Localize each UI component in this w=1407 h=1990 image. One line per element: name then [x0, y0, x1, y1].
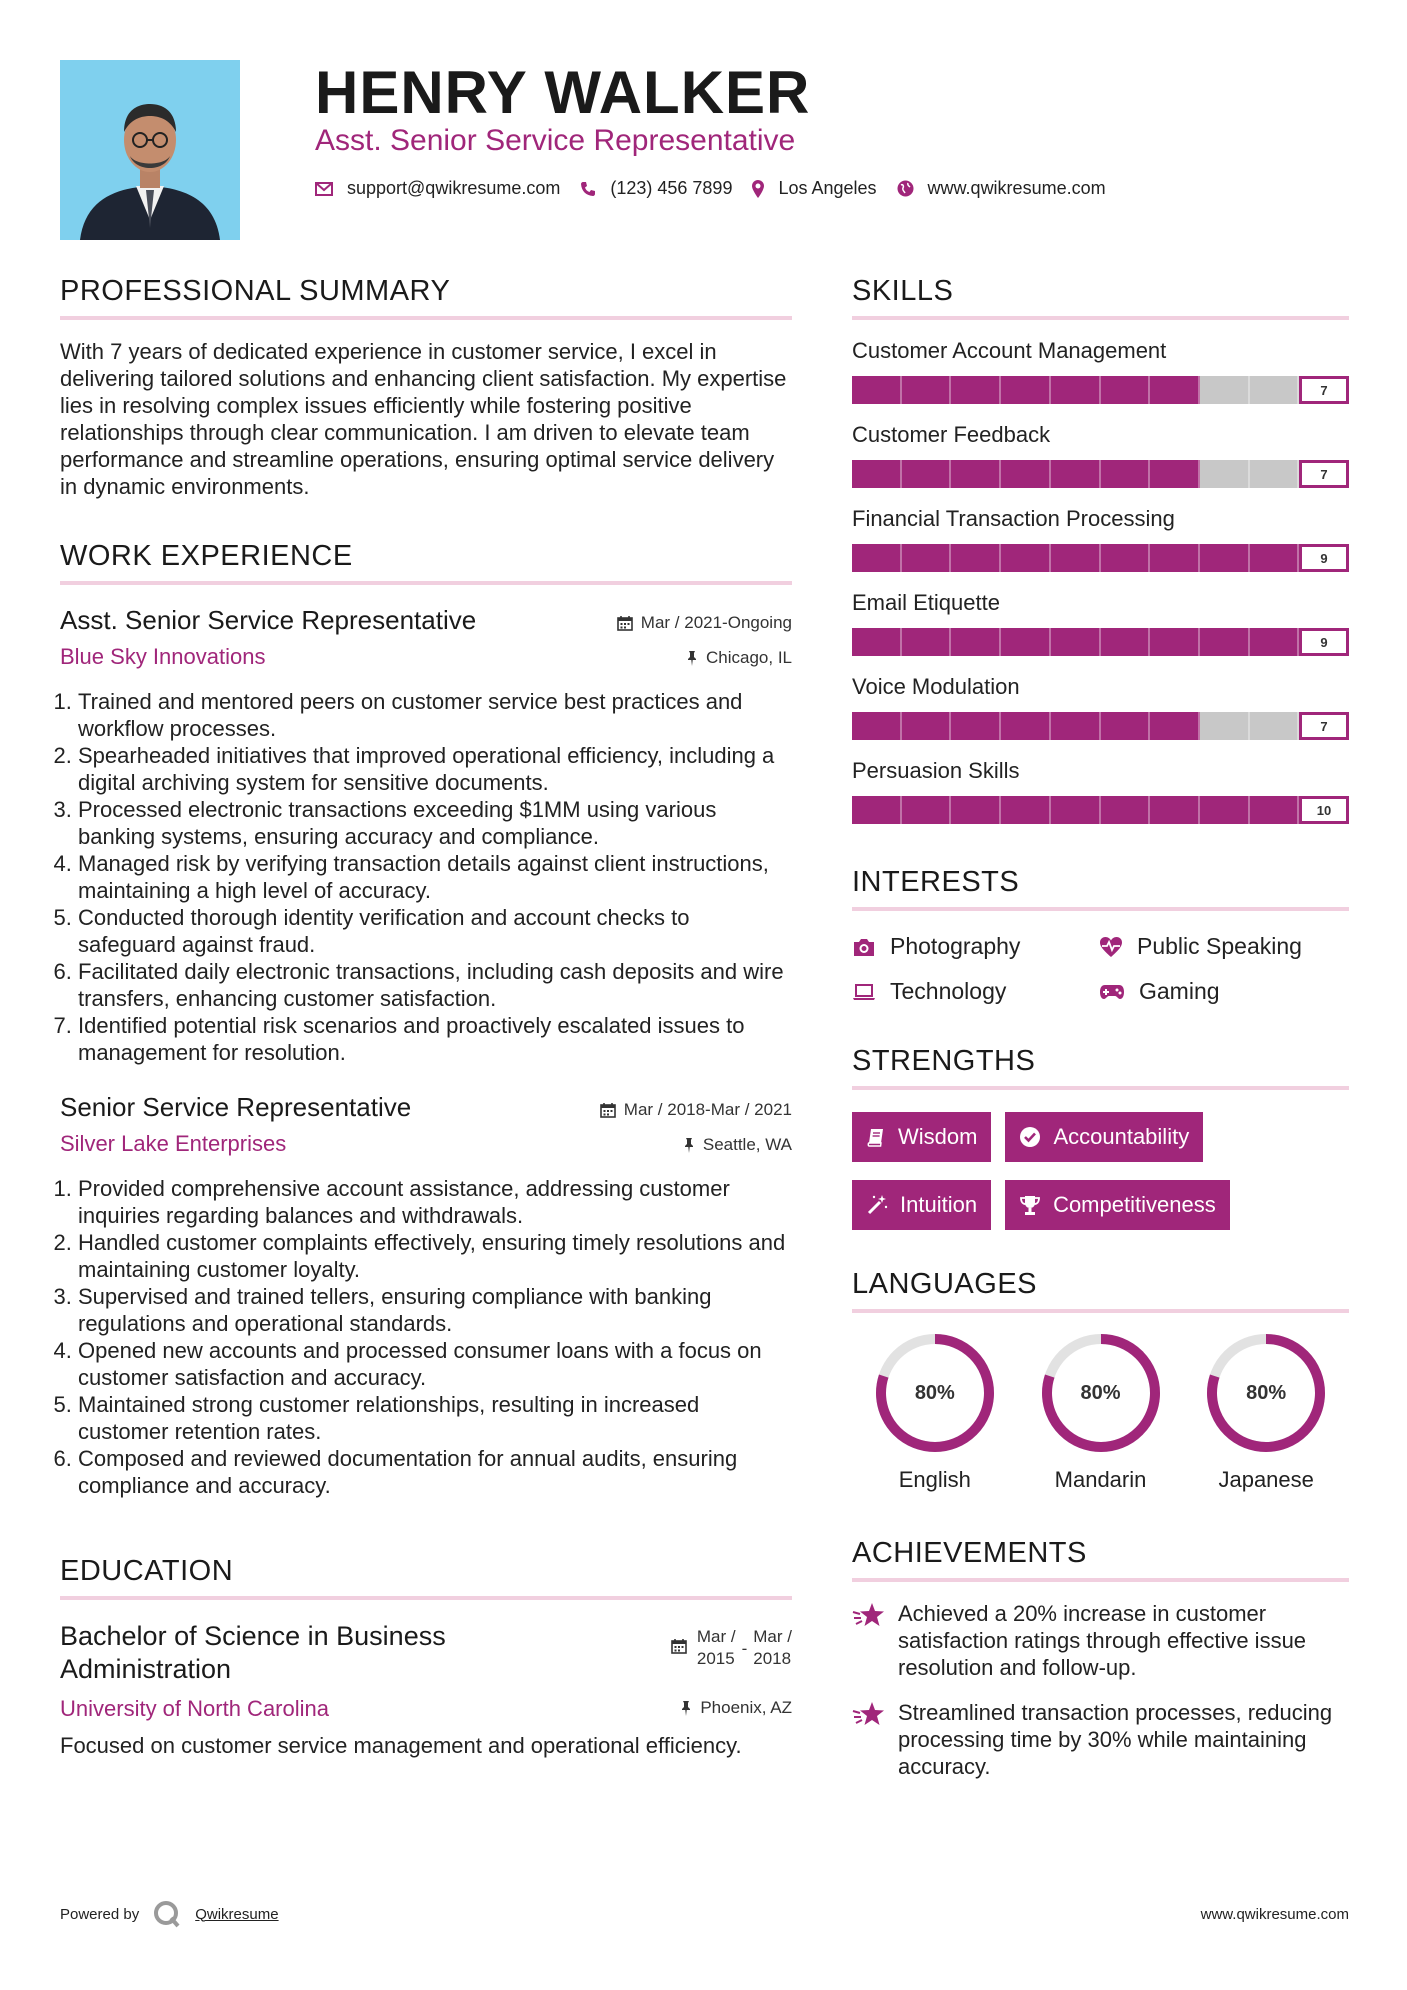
contact-email[interactable] [315, 178, 560, 199]
strength-badge: Intuition [852, 1180, 991, 1230]
candidate-name: HENRY WALKER [315, 59, 811, 126]
left-column [60, 275, 792, 1759]
language-item [1018, 1331, 1184, 1493]
language-percent: 80% [914, 1381, 955, 1404]
globe-icon [897, 180, 914, 197]
skill-bar [852, 712, 1349, 740]
check-circle-icon [1019, 1126, 1041, 1148]
interest-item: Gaming [1099, 978, 1349, 1005]
skill-value: 9 [1299, 628, 1349, 656]
strengths-title: STRENGTHS [852, 1045, 1349, 1090]
footer-brand-link[interactable]: Qwikresume [195, 1905, 279, 1923]
list-item: 3. Supervised and trained tellers, ensuring compliance with banking regulations and operational standards. [78, 1283, 792, 1337]
skill-item [852, 758, 1349, 824]
skills-title: SKILLS [852, 275, 1349, 320]
skill-item [852, 338, 1349, 404]
job-company: Silver Lake Enterprises [60, 1131, 287, 1156]
website-text: www.qwikresume.com [927, 178, 1106, 198]
job-location: Chicago, IL [686, 648, 792, 668]
job-company: Blue Sky Innovations [60, 644, 266, 669]
skill-item [852, 506, 1349, 572]
job-entry [60, 605, 792, 1066]
language-percent: 80% [1080, 1381, 1121, 1404]
summary-title: PROFESSIONAL SUMMARY [60, 275, 792, 320]
skill-value: 7 [1299, 712, 1349, 740]
education-entry [60, 1620, 792, 1759]
heartbeat-icon [1099, 936, 1123, 958]
interest-item: Technology [852, 978, 1099, 1005]
trophy-icon [1019, 1194, 1041, 1216]
education-dates: Mar / 2015 - Mar / 2018 [671, 1626, 792, 1670]
skill-value: 10 [1299, 796, 1349, 824]
skill-bar [852, 460, 1349, 488]
list-item: 2. Handled customer complaints effectively, ensuring timely resolutions and maintaining customer loyalty. [78, 1229, 792, 1283]
languages-title: LANGUAGES [852, 1268, 1349, 1313]
star-icon [852, 1701, 886, 1727]
strength-badge: Wisdom [852, 1112, 991, 1162]
calendar-icon [617, 615, 633, 631]
list-item: 4. Opened new accounts and processed consumer loans with a focus on customer satisfaction and accuracy. [78, 1337, 792, 1391]
interests-title: INTERESTS [852, 866, 1349, 911]
person-portrait-icon [60, 60, 240, 240]
email-text: support@qwikresume.com [347, 178, 561, 198]
skills-list [852, 338, 1349, 824]
strengths-list [852, 1112, 1349, 1230]
language-name: English [898, 1467, 971, 1492]
skill-bar [852, 628, 1349, 656]
profile-photo [60, 60, 240, 240]
job-location: Seattle, WA [683, 1135, 792, 1155]
list-item: 4. Managed risk by verifying transaction details against client instructions, maintaining a high level of accuracy. [78, 850, 792, 904]
skill-value: 7 [1299, 376, 1349, 404]
job-title: Asst. Senior Service Representative [60, 605, 477, 635]
location-text: Los Angeles [778, 178, 877, 198]
job-dates: Mar / 2021-Ongoing [617, 613, 792, 633]
envelope-icon [315, 182, 333, 196]
language-item [852, 1331, 1018, 1493]
achievement-text: Streamlined transaction processes, reducing processing time by 30% while maintaining accuracy. [898, 1700, 1333, 1779]
skill-name: Voice Modulation [852, 674, 1020, 699]
education-title: EDUCATION [60, 1555, 792, 1600]
school-location: Phoenix, AZ [680, 1698, 792, 1718]
interest-item: Public Speaking [1099, 933, 1349, 960]
work-title: WORK EXPERIENCE [60, 540, 792, 585]
qwikresume-logo-icon [153, 1900, 181, 1928]
star-icon [852, 1602, 886, 1628]
strength-badge: Competitiveness [1005, 1180, 1230, 1230]
footer-site-link[interactable]: www.qwikresume.com [1200, 1906, 1349, 1923]
skill-name: Email Etiquette [852, 590, 1000, 615]
skill-item [852, 590, 1349, 656]
job-dates: Mar / 2018-Mar / 2021 [600, 1100, 792, 1120]
skill-name: Customer Account Management [852, 338, 1167, 363]
languages-list [852, 1331, 1349, 1493]
language-name: Japanese [1218, 1467, 1314, 1492]
list-item: 1. Provided comprehensive account assistance, addressing customer inquiries regarding balances and withdrawals. [78, 1175, 792, 1229]
job-bullets [60, 688, 792, 1066]
skill-bar [852, 544, 1349, 572]
education-description: Focused on customer service management and operational efficiency. [60, 1733, 742, 1758]
list-item: 3. Processed electronic transactions exceeding $1MM using various banking systems, ensuring accuracy and compliance. [78, 796, 792, 850]
skill-value: 9 [1299, 544, 1349, 572]
magic-wand-icon [866, 1194, 888, 1216]
contact-bar [315, 178, 1126, 199]
contact-location [752, 178, 876, 199]
right-column [852, 275, 1349, 1780]
list-item: 5. Maintained strong customer relationships, resulting in increased customer retention rates. [78, 1391, 792, 1445]
strength-badge: Accountability [1005, 1112, 1203, 1162]
contact-phone[interactable] [580, 178, 732, 199]
list-item: 6. Facilitated daily electronic transactions, including cash deposits and wire transfers, enhancing customer satisfaction. [78, 958, 792, 1012]
calendar-icon [671, 1638, 687, 1654]
achievement-item [852, 1699, 1349, 1780]
pushpin-icon [683, 1137, 695, 1153]
interest-item: Photography [852, 933, 1099, 960]
list-item: 5. Conducted thorough identity verification and account checks to safeguard against fraud. [78, 904, 792, 958]
achievements-title: ACHIEVEMENTS [852, 1537, 1349, 1582]
skill-bar [852, 376, 1349, 404]
summary-text: With 7 years of dedicated experience in customer service, I excel in delivering tailored solutions and enhancing client satisfaction. My expertise lies in resolving complex issues efficiently while fostering positive relationships through clear communication. I am driven to elevate team performance and streamline operations, ensuring optimal service delivery in dynamic environments. [60, 339, 787, 499]
achievement-text: Achieved a 20% increase in customer satisfaction ratings through effective issue resolution and follow-up. [898, 1601, 1307, 1680]
language-item [1183, 1331, 1349, 1493]
job-title: Senior Service Representative [60, 1092, 412, 1122]
language-name: Mandarin [1054, 1467, 1147, 1492]
book-icon [866, 1127, 886, 1147]
phone-text: (123) 456 7899 [610, 178, 733, 198]
list-item: 1. Trained and mentored peers on customer service best practices and workflow processes. [78, 688, 792, 742]
job-entry [60, 1092, 792, 1499]
language-percent: 80% [1246, 1381, 1287, 1404]
laptop-icon [852, 983, 876, 1001]
skill-name: Financial Transaction Processing [852, 506, 1175, 531]
phone-icon [580, 181, 596, 197]
degree-title: Bachelor of Science in Business Administration [60, 1621, 446, 1684]
skill-item [852, 674, 1349, 740]
interests-grid [852, 933, 1349, 1005]
pushpin-icon [686, 650, 698, 666]
map-pin-icon [752, 180, 764, 198]
contact-website[interactable] [897, 178, 1106, 199]
camera-icon [852, 937, 876, 957]
candidate-role: Asst. Senior Service Representative [315, 124, 796, 157]
list-item: 6. Composed and reviewed documentation for annual audits, ensuring compliance and accuracy. [78, 1445, 792, 1499]
skill-bar [852, 796, 1349, 824]
list-item: 7. Identified potential risk scenarios and proactively escalated issues to management for resolution. [78, 1012, 792, 1066]
gamepad-icon [1099, 984, 1125, 1000]
footer-powered-by: Powered by Qwikresume [60, 1900, 279, 1928]
list-item: 2. Spearheaded initiatives that improved operational efficiency, including a digital archiving system for sensitive documents. [78, 742, 792, 796]
job-bullets [60, 1175, 792, 1499]
skill-value: 7 [1299, 460, 1349, 488]
school-name: University of North Carolina [60, 1696, 329, 1721]
calendar-icon [600, 1102, 616, 1118]
skill-item [852, 422, 1349, 488]
skill-name: Persuasion Skills [852, 758, 1020, 783]
achievement-item [852, 1600, 1349, 1681]
pushpin-icon [680, 1700, 692, 1716]
skill-name: Customer Feedback [852, 422, 1051, 447]
